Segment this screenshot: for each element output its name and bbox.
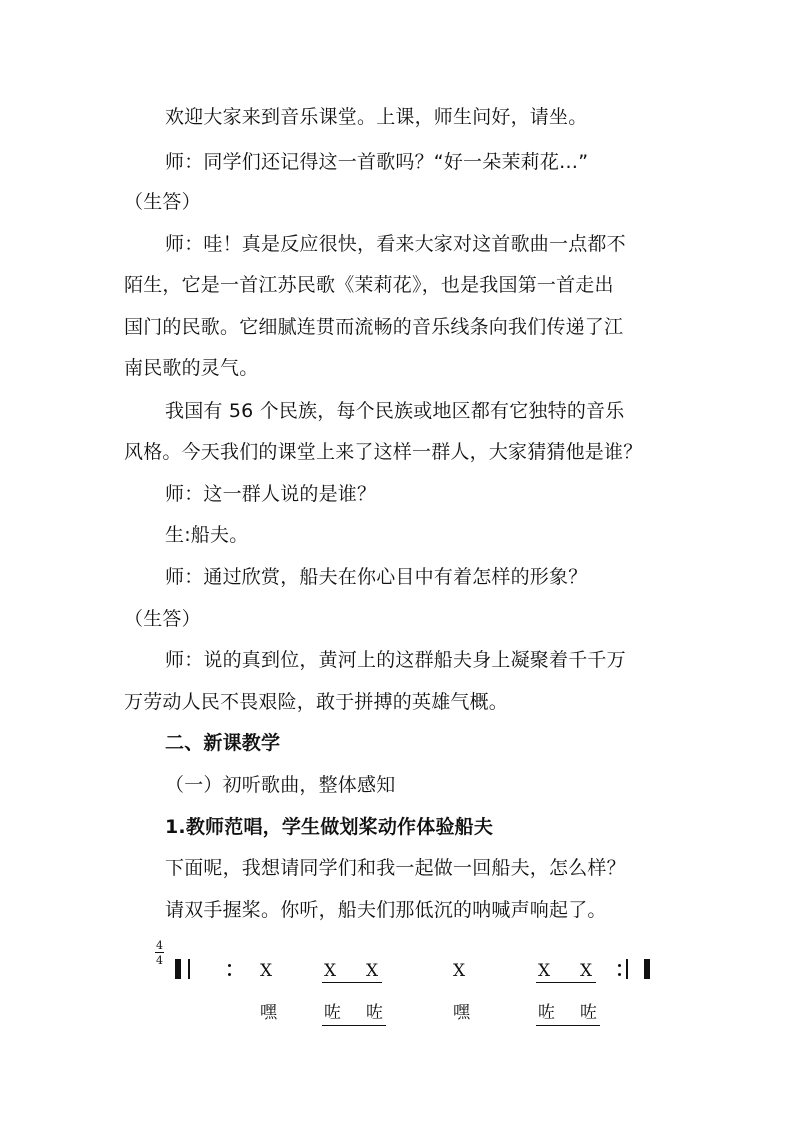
paragraph-teacher-question: 师：同学们还记得这一首歌吗？“好一朵茉莉花…”	[165, 151, 589, 173]
lyric-syllable: 咗	[366, 1003, 383, 1023]
eighth-beam	[322, 982, 382, 983]
lyric-syllable: 咗	[538, 1003, 555, 1023]
lyric-underline	[322, 1025, 386, 1026]
rhythm-note: X	[580, 961, 593, 981]
end-thin-bar	[626, 959, 628, 979]
paragraph-text-line: 师：通过欣赏，船夫在你心目中有着怎样的形象？	[165, 566, 588, 588]
paragraph-text-line: 国门的民歌。它细腻连贯而流畅的音乐线条向我们传递了江	[124, 316, 624, 338]
repeat-dot	[228, 973, 231, 976]
paragraph-text-line: 师：这一群人说的是谁？	[165, 483, 377, 505]
lyric-syllable: 咗	[324, 1003, 341, 1023]
paragraph-greeting: 欢迎大家来到音乐课堂。上课，师生问好，请坐。	[165, 106, 588, 128]
paragraph-student-answer: （生答）	[124, 191, 201, 213]
rhythm-note: X	[324, 961, 337, 981]
time-signature-numerator: 4	[156, 939, 163, 952]
paragraph-text-line: 南民歌的灵气。	[124, 357, 259, 379]
time-signature-denominator: 4	[156, 954, 163, 967]
rhythm-note: X	[538, 961, 551, 981]
paragraph-text-line: 生:船夫。	[165, 524, 249, 546]
rhythm-note: X	[366, 961, 379, 981]
end-thick-bar	[644, 959, 650, 979]
paragraph-text-line: 风格。今天我们的课堂上来了这样一群人，大家猜猜他是谁？	[124, 441, 643, 463]
paragraph-student-answer: （生答）	[124, 608, 201, 630]
start-thin-bar	[188, 959, 190, 979]
rhythm-note: X	[453, 961, 466, 981]
step-heading: 1.教师范唱，学生做划桨动作体验船夫	[165, 816, 494, 838]
subsection-heading: （一）初听歌曲，整体感知	[165, 774, 396, 796]
paragraph-text-line: 万劳动人民不畏艰险，敢于拼搏的英雄气概。	[124, 691, 509, 713]
paragraph-text-line: 请双手握桨。你听，船夫们那低沉的呐喊声响起了。	[165, 899, 607, 921]
repeat-dot	[618, 964, 621, 967]
eighth-beam	[536, 982, 596, 983]
rhythm-score	[150, 935, 670, 1035]
paragraph-text-line: 陌生，它是一首江苏民歌《茉莉花》，也是我国第一首走出	[124, 274, 614, 296]
lyric-syllable: 嘿	[453, 1003, 470, 1023]
repeat-dot	[228, 964, 231, 967]
repeat-dot	[618, 973, 621, 976]
lyric-underline	[536, 1025, 600, 1026]
rhythm-note: X	[260, 961, 273, 981]
lyric-syllable: 嘿	[260, 1003, 277, 1023]
lyric-syllable: 咗	[580, 1003, 597, 1023]
paragraph-text-line: 师：说的真到位，黄河上的这群船夫身上凝聚着千千万	[165, 649, 626, 671]
time-signature-divider	[155, 952, 164, 953]
paragraph-text-line: 下面呢，我想请同学们和我一起做一回船夫，怎么样？	[165, 857, 626, 879]
paragraph-text-line: 我国有 56 个民族，每个民族或地区都有它独特的音乐	[165, 400, 625, 422]
section-heading: 二、新课教学	[165, 732, 281, 754]
paragraph-text-line: 师：哇！真是反应很快，看来大家对这首歌曲一点都不	[165, 233, 626, 255]
start-thick-bar	[175, 959, 181, 979]
